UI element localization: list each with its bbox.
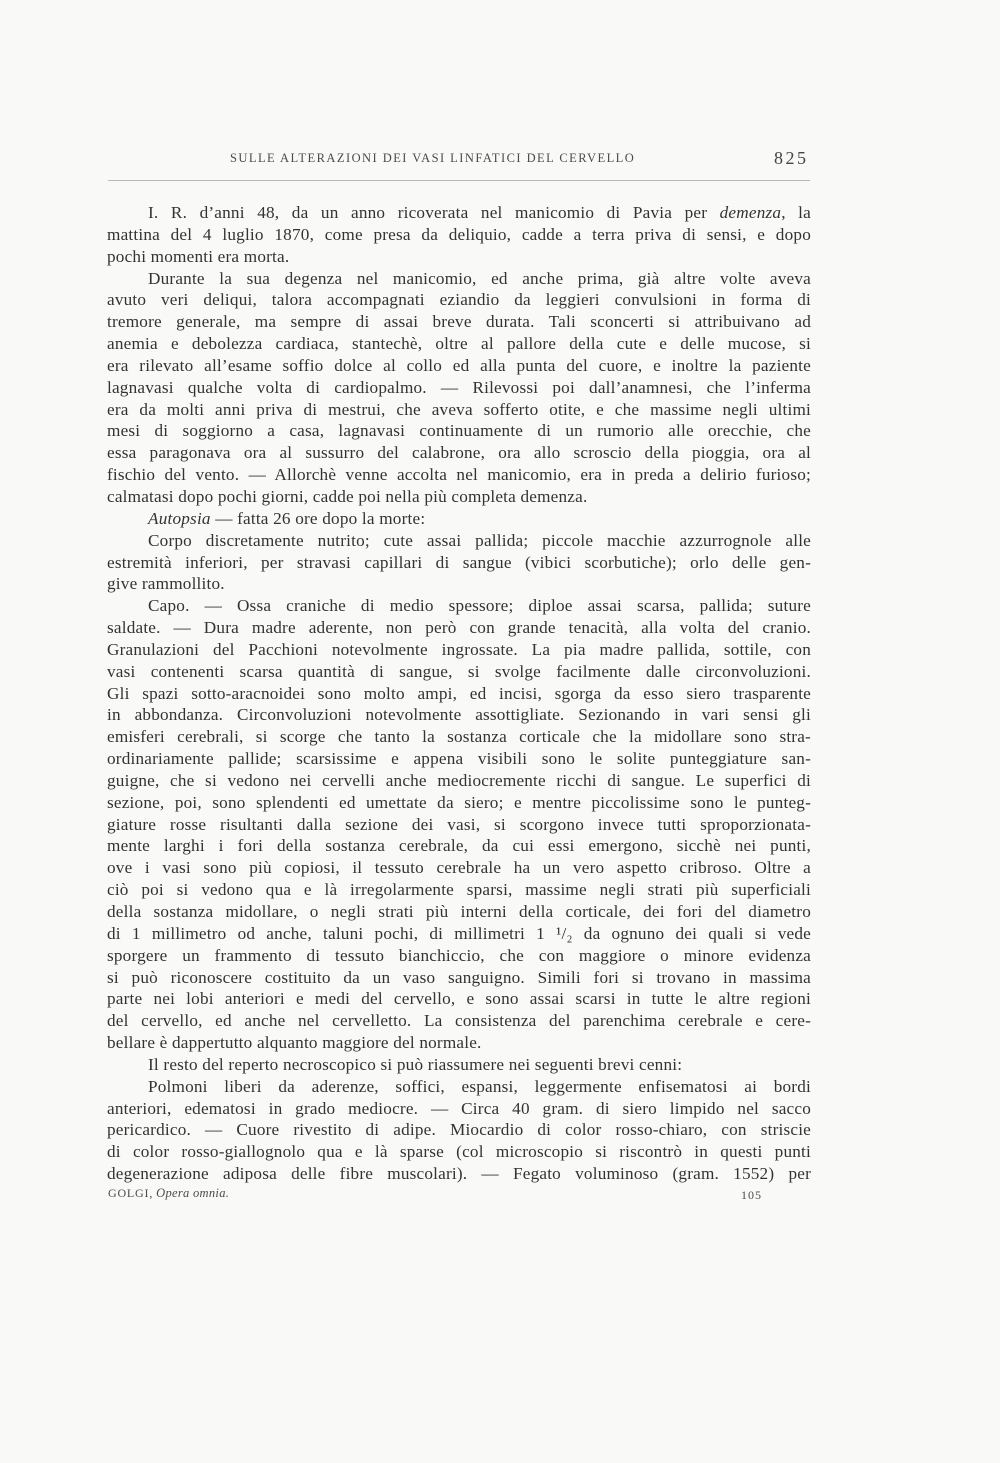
text-line bbox=[107, 508, 811, 530]
line-text bbox=[148, 509, 425, 528]
footer-work-title: Opera omnia. bbox=[156, 1186, 230, 1200]
line-text: vasi contenenti scarsa quantità di sangue, si svolge facilmente dalle circonvoluzioni. bbox=[107, 661, 811, 681]
page-footer bbox=[108, 1185, 229, 1201]
line-text: ciò poi si vedono qua e là irregolarmente sparsi, massime negli strati più superficiali bbox=[107, 880, 811, 900]
text-line bbox=[107, 224, 811, 246]
paragraph bbox=[107, 1076, 811, 1185]
text-line bbox=[107, 814, 811, 836]
text-line bbox=[107, 202, 811, 224]
text-line bbox=[107, 595, 811, 617]
line-text: era rilevato all’esame soffio dolce al collo ed alla punta del cuore, e inoltre la paziente bbox=[107, 355, 811, 375]
line-text: saldate. — Dura madre aderente, non però con grande tenacità, alla volta del cranio. bbox=[107, 618, 811, 638]
emphasized-text: demenza bbox=[719, 203, 782, 222]
line-text: essa paragonava ora al sussurro del calabrone, ora allo scroscio della pioggia, ora al bbox=[107, 443, 811, 463]
text-line bbox=[107, 552, 811, 574]
line-text: della sostanza midollare, o negli strati più interni della corticale, dei fori del diametro bbox=[107, 902, 811, 921]
line-text: mattina del 4 luglio 1870, come presa da deliquio, cadde a terra priva di sensi, e dopo bbox=[107, 224, 811, 244]
paragraph bbox=[107, 530, 811, 596]
text-line bbox=[107, 1076, 811, 1098]
line-text: avuto veri deliqui, talora accompagnati eziandio da leggieri convulsioni in forma di bbox=[107, 290, 811, 310]
paragraph bbox=[107, 202, 811, 268]
text-line bbox=[107, 683, 811, 705]
line-text: Capo. — Ossa craniche di medio spessore; diploe assai scarsa, pallida; suture bbox=[148, 596, 811, 616]
emphasized-text: Autopsia bbox=[148, 508, 211, 528]
text-line bbox=[107, 704, 811, 726]
line-text: guigne, che si vedono nei cervelli anche mediocremente ricchi di sangue. Le superfici di bbox=[107, 770, 811, 790]
line-text: anemia e debolezza cardiaca, stantechè, oltre al pallore della cute e delle mucose, si bbox=[107, 334, 811, 354]
line-text: emisferi cerebrali, si scorge che tanto la sostanza corticale che la midollare sono stra- bbox=[107, 727, 811, 747]
text-run: — fatta 26 ore dopo la morte: bbox=[210, 508, 426, 528]
text-line bbox=[107, 268, 811, 290]
line-text: mente larghi i fori della sostanza cerebrale, da cui essi emergono, sicchè nei punti, bbox=[107, 836, 811, 856]
line-text: Il resto del reperto necroscopico si può riassumere nei seguenti brevi cenni: bbox=[148, 1054, 683, 1074]
text-line bbox=[107, 573, 811, 595]
line-text: pochi momenti era morta. bbox=[107, 246, 290, 266]
line-text: sezione, poi, sono splendenti ed umettate da siero; e mentre piccolissime sono le punteg- bbox=[107, 792, 811, 812]
line-text: bellare è dappertutto alquanto maggiore del normale. bbox=[107, 1033, 482, 1053]
text-line bbox=[107, 355, 811, 377]
line-text: mesi di soggiorno a casa, lagnavasi continuamente di un rumorio alle orecchie, che bbox=[107, 421, 811, 441]
paragraph bbox=[107, 508, 811, 530]
text-line bbox=[107, 1032, 811, 1054]
text-line bbox=[107, 945, 811, 967]
text-line bbox=[107, 246, 811, 268]
line-text: si può riconoscere costituito da un vaso sanguigno. Simili fori si trovano in massima bbox=[107, 967, 811, 987]
line-text: calmatasi dopo pochi giorni, cadde poi nella più completa demenza. bbox=[107, 486, 588, 506]
text-run: , la bbox=[781, 203, 811, 222]
paragraph bbox=[107, 1054, 811, 1076]
text-line bbox=[107, 442, 811, 464]
line-text: Durante la sua degenza nel manicomio, ed anche prima, già altre volte aveva bbox=[148, 268, 811, 288]
text-line bbox=[107, 1141, 811, 1163]
line-text: tremore generale, ma sempre di assai breve durata. Tali sconcerti si attribuivano ad bbox=[107, 312, 811, 332]
text-line bbox=[107, 726, 811, 748]
line-text: anteriori, edematosi in grado mediocre. — Circa 40 gram. di siero limpido nel sacco bbox=[107, 1098, 811, 1118]
text-line bbox=[107, 530, 811, 552]
text-line bbox=[107, 967, 811, 989]
text-line bbox=[107, 311, 811, 333]
line-text: Corpo discretamente nutrito; cute assai pallida; piccole macchie azzurrognole alle bbox=[148, 530, 811, 550]
line-text: giature rosse risultanti dalla sezione dei vasi, si scorgono invece tutti sproporzionata- bbox=[107, 814, 811, 834]
text-line bbox=[107, 486, 811, 508]
text-line bbox=[107, 988, 811, 1010]
text-line bbox=[107, 923, 811, 945]
line-text: di color rosso-giallognolo qua e là sparse (col microscopio si riscontrò in questi punti bbox=[107, 1142, 811, 1162]
text-line bbox=[107, 1119, 811, 1141]
line-text: parte nei lobi anteriori e medi del cervello, e sono assai scarsi in tutte le altre regioni bbox=[107, 989, 811, 1009]
signature-mark: 105 bbox=[741, 1188, 762, 1202]
line-text: estremità inferiori, per stravasi capillari di sangue (vibici scorbutiche); orlo delle gen- bbox=[107, 552, 811, 572]
page-number: 825 bbox=[774, 148, 809, 168]
line-text: ordinariamente pallide; scarsissime e appena visibili sono le solite punteggiature san- bbox=[107, 749, 811, 769]
body-text bbox=[107, 202, 811, 1185]
text-line bbox=[107, 289, 811, 311]
line-text: give rammollito. bbox=[107, 574, 225, 594]
text-line bbox=[107, 1054, 811, 1076]
line-text: di 1 millimetro od anche, taluni pochi, di millimetri 1 ¹/₂ da ognuno dei quali si vede bbox=[107, 923, 811, 943]
footer-author: GOLGI, bbox=[108, 1186, 154, 1200]
text-line bbox=[107, 661, 811, 683]
line-text: sporgere un frammento di tessuto bianchiccio, che con maggiore o minore evidenza bbox=[107, 945, 811, 965]
line-text: lagnavasi qualche volta di cardiopalmo. — Rilevossi poi dall’anamnesi, che l’inferma bbox=[107, 377, 811, 397]
line-text: Polmoni liberi da aderenze, soffici, espansi, leggermente enfisematosi ai bordi bbox=[148, 1076, 811, 1096]
line-text: Granulazioni del Pacchioni notevolmente ingrossate. La pia madre pallida, sottile, con bbox=[107, 639, 811, 659]
text-line bbox=[107, 464, 811, 486]
text-line bbox=[107, 792, 811, 814]
line-text: ove i vasi sono più copiosi, il tessuto cerebrale ha un vero aspetto cribroso. Oltre a bbox=[107, 858, 811, 878]
text-line bbox=[107, 377, 811, 399]
text-line bbox=[107, 835, 811, 857]
line-text bbox=[148, 203, 811, 222]
line-text: in abbondanza. Circonvoluzioni notevolmente assottigliate. Sezionando in vari sensi gli bbox=[107, 705, 811, 725]
line-text: fischio del vento. — Allorchè venne accolta nel manicomio, era in preda a delirio furioso; bbox=[107, 465, 811, 485]
text-line bbox=[107, 879, 811, 901]
text-line bbox=[107, 857, 811, 879]
text-run: I. R. d’anni 48, da un anno ricoverata nel manicomio di Pavia per bbox=[148, 203, 720, 222]
running-title: SULLE ALTERAZIONI DEI VASI LINFATICI DEL CERVELLO bbox=[230, 151, 636, 165]
text-line bbox=[107, 399, 811, 421]
text-line bbox=[107, 639, 811, 661]
text-line bbox=[107, 1010, 811, 1032]
text-line bbox=[107, 333, 811, 355]
line-text: del cervello, ed anche nel cervelletto. La consistenza del parenchima cerebrale e cere- bbox=[107, 1011, 811, 1031]
paragraph bbox=[107, 268, 811, 508]
text-line bbox=[107, 748, 811, 770]
paragraph bbox=[107, 595, 811, 1054]
line-text: Gli spazi sotto-aracnoidei sono molto ampi, ed incisi, sgorga da esso siero trasparente bbox=[107, 683, 811, 703]
text-line bbox=[107, 770, 811, 792]
line-text: pericardico. — Cuore rivestito di adipe. Miocardio di color rosso-chiaro, con striscie bbox=[107, 1120, 811, 1140]
text-line bbox=[107, 901, 811, 923]
header-rule bbox=[108, 180, 810, 181]
text-line bbox=[107, 1098, 811, 1120]
text-line bbox=[107, 420, 811, 442]
line-text: era da molti anni priva di mestrui, che aveva sofferto otite, e che massime negli ultimi bbox=[107, 399, 811, 419]
text-line bbox=[107, 1163, 811, 1185]
line-text: degenerazione adiposa delle fibre muscolari). — Fegato voluminoso (gram. 1552) per bbox=[107, 1164, 811, 1184]
text-line bbox=[107, 617, 811, 639]
